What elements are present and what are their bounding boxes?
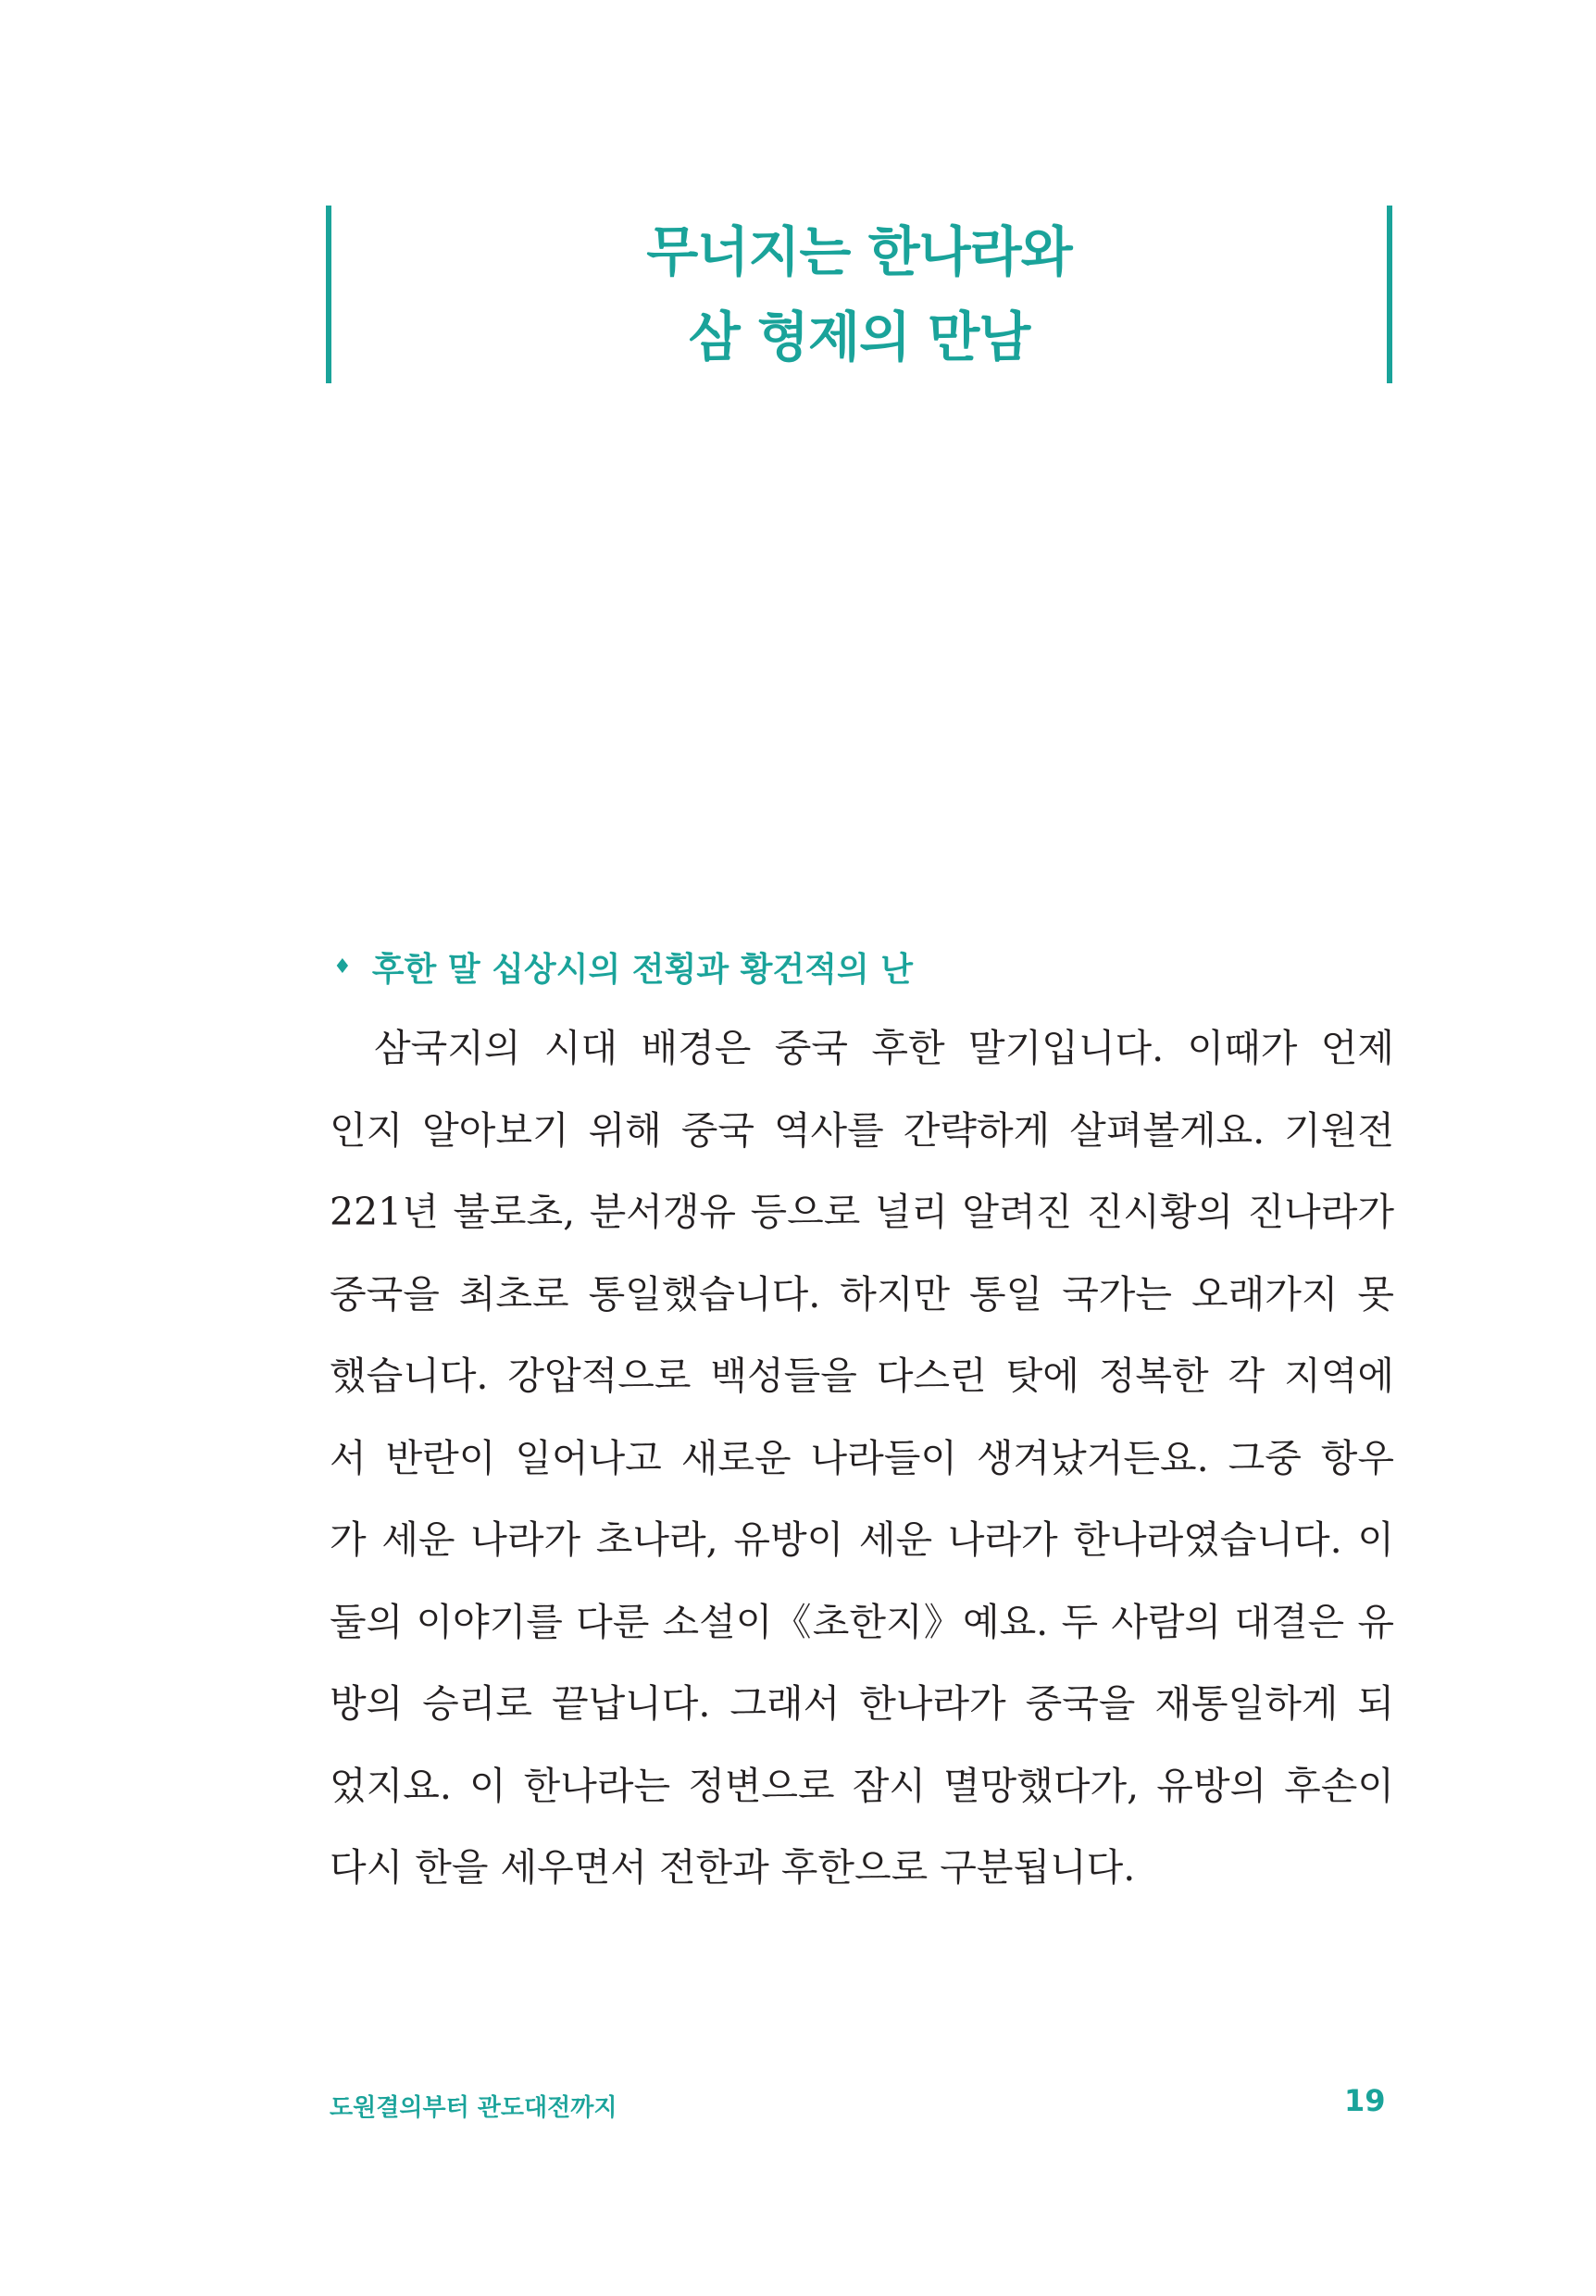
paragraph-line: 삼국지의 시대 배경은 중국 후한 말기입니다. 이때가 언제 xyxy=(374,1026,1394,1070)
paragraph-line: 221년 불로초, 분서갱유 등으로 널리 알려진 진시황의 진나라가 xyxy=(330,1190,1394,1234)
paragraph-line: 서 반란이 일어나고 새로운 나라들이 생겨났거든요. 그중 항우 xyxy=(330,1435,1394,1480)
body-paragraph xyxy=(330,1007,1394,1909)
paragraph-line: 인지 알아보기 위해 중국 역사를 간략하게 살펴볼게요. 기원전 xyxy=(330,1107,1394,1153)
paragraph-line: 가 세운 나라가 초나라, 유방이 세운 나라가 한나라였습니다. 이 xyxy=(330,1517,1394,1562)
diamond-bullet-icon: ♦ xyxy=(333,955,352,979)
section-heading-text: 후한 말 십상시의 전횡과 황건적의 난 xyxy=(371,950,914,989)
chapter-title-block xyxy=(326,206,1392,383)
paragraph-line: 다시 한을 세우면서 전한과 후한으로 구분됩니다. xyxy=(330,1845,1136,1890)
paragraph-line: 중국을 최초로 통일했습니다. 하지만 통일 국가는 오래가지 못 xyxy=(330,1271,1394,1316)
chapter-title-line-1: 무너지는 한나라와 xyxy=(646,220,1072,283)
section xyxy=(330,939,1394,1909)
footer-book-title: 도원결의부터 관도대전까지 xyxy=(330,2094,617,2122)
title-right-bar xyxy=(1387,206,1392,383)
paragraph-line: 방의 승리로 끝납니다. 그래서 한나라가 중국을 재통일하게 되 xyxy=(330,1681,1394,1726)
paragraph-line: 둘의 이야기를 다룬 소설이《초한지》예요. 두 사람의 대결은 유 xyxy=(330,1599,1394,1644)
page-number: 19 xyxy=(1344,2083,1386,2118)
paragraph-line: 했습니다. 강압적으로 백성들을 다스린 탓에 정복한 각 지역에 xyxy=(330,1354,1394,1398)
chapter-title-line-2: 삼 형제의 만남 xyxy=(688,306,1030,368)
chapter-title xyxy=(326,206,1392,383)
section-heading xyxy=(330,939,1394,994)
paragraph-line: 었지요. 이 한나라는 정변으로 잠시 멸망했다가, 유방의 후손이 xyxy=(330,1763,1394,1808)
